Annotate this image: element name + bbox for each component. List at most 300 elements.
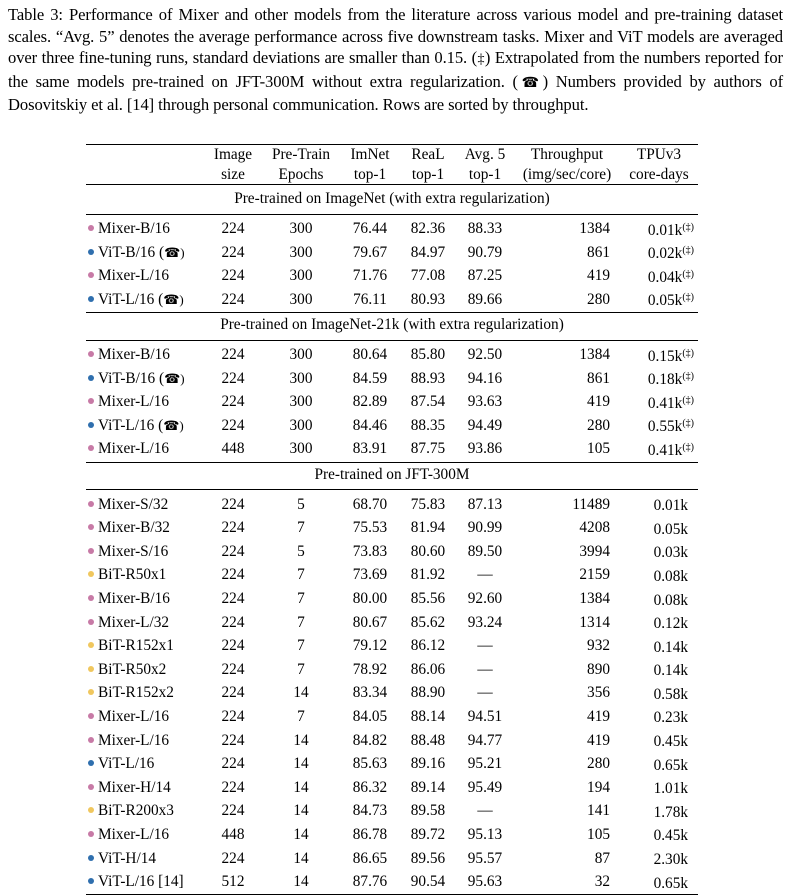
tpu-value: 1.78k <box>653 803 688 821</box>
model-name-cell <box>86 414 204 438</box>
model-name-cell <box>86 823 204 847</box>
table-row <box>86 705 698 729</box>
tpu-cell <box>620 753 698 777</box>
real-cell: 80.93 <box>410 290 446 308</box>
model-name: Mixer-B/16 <box>98 590 170 607</box>
size-cell: 224 <box>221 660 245 678</box>
vit-dot-icon <box>88 760 94 766</box>
section-title: Pre-trained on JFT-300M <box>86 462 698 490</box>
bit-dot-icon <box>88 642 94 648</box>
size-cell: 224 <box>221 566 245 584</box>
epochs-cell: 300 <box>289 346 313 364</box>
table-row <box>86 493 698 517</box>
size-cell: 224 <box>221 495 245 513</box>
model-name: ViT-H/14 <box>98 849 157 867</box>
epochs-cell: 14 <box>293 731 309 749</box>
header-tpu-2: core-days <box>629 165 689 183</box>
model-name-cell <box>86 871 204 895</box>
header-model-2 <box>86 165 204 185</box>
table-row <box>86 588 698 612</box>
tpu-cell <box>620 218 698 242</box>
dagger-symbol: ‡ <box>477 52 485 68</box>
size-cell: 224 <box>221 393 245 411</box>
table-row <box>86 753 698 777</box>
tpu-cell <box>620 265 698 289</box>
epochs-cell: 300 <box>289 243 313 261</box>
model-name-cell <box>86 344 204 368</box>
size-cell: 224 <box>221 613 245 631</box>
header-size-2: size <box>221 165 245 183</box>
avg-cell: 87.13 <box>467 495 503 513</box>
avg-cell: — <box>477 566 493 584</box>
table-row <box>86 218 698 242</box>
tpu-cell <box>620 658 698 682</box>
real-cell: 87.54 <box>410 393 446 411</box>
dagger-marker: (‡) <box>682 268 694 280</box>
real-cell: 90.54 <box>410 873 446 891</box>
header-imnet-2: top-1 <box>353 165 387 183</box>
vit-dot-icon <box>88 422 94 428</box>
model-name: ViT-L/16 ( <box>98 290 164 308</box>
mixer-dot-icon <box>88 501 94 507</box>
imnet-cell: 85.63 <box>352 755 388 773</box>
tpu-cell <box>620 705 698 729</box>
imnet-cell: 75.53 <box>352 519 388 537</box>
caption-text-1: Performance of Mixer and other models from the literature across various model and pre-training dataset scales. “Avg. 5” denotes the average performance across five downstream tasks. Mixer and ViT models are averaged over three fine-tuning runs, standard deviations are smaller than 0.15. ( <box>8 5 783 68</box>
size-cell: 448 <box>221 825 245 843</box>
dagger-marker: (‡) <box>682 221 694 233</box>
tpu-value: 0.65k <box>653 874 688 892</box>
tpu-value: 0.58k <box>653 685 688 703</box>
avg-cell: 95.49 <box>467 778 503 796</box>
thr-cell: 32 <box>594 873 610 891</box>
header-epochs-2: Epochs <box>278 165 324 183</box>
thr-cell: 861 <box>587 243 610 261</box>
epochs-cell: 300 <box>289 369 313 387</box>
model-name: ViT-L/16 ( <box>98 416 164 434</box>
thr-cell: 105 <box>587 440 610 458</box>
real-cell: 80.60 <box>410 542 446 560</box>
epochs-cell: 14 <box>293 873 309 891</box>
size-cell: 224 <box>221 416 245 434</box>
avg-cell: 88.33 <box>467 220 503 238</box>
epochs-cell: 300 <box>289 393 313 411</box>
dagger-marker: (‡) <box>682 441 694 453</box>
epochs-cell: 14 <box>293 684 309 702</box>
table-row <box>86 847 698 871</box>
avg-cell: — <box>477 637 493 655</box>
mixer-dot-icon <box>88 272 94 278</box>
tpu-cell <box>620 540 698 564</box>
bit-dot-icon <box>88 689 94 695</box>
tpu-value: 0.04k <box>647 268 683 286</box>
avg-cell: 95.13 <box>467 825 503 843</box>
tpu-value: 0.41k <box>647 441 683 459</box>
table-row <box>86 611 698 635</box>
thr-cell: 280 <box>587 416 610 434</box>
size-cell: 224 <box>221 849 245 867</box>
phone-icon: ☎) <box>164 244 185 260</box>
table-row <box>86 517 698 541</box>
model-name-cell <box>86 588 204 612</box>
model-name-cell <box>86 753 204 777</box>
imnet-cell: 82.89 <box>352 393 388 411</box>
avg-cell: 87.25 <box>467 267 503 285</box>
imnet-cell: 79.12 <box>352 637 388 655</box>
thr-cell: 11489 <box>572 495 610 513</box>
model-name: Mixer-L/16 <box>98 267 170 285</box>
size-cell: 224 <box>221 267 245 285</box>
tpu-value: 0.05k <box>647 292 683 310</box>
header-avg-2: top-1 <box>468 165 502 183</box>
tpu-value: 0.18k <box>647 371 683 389</box>
real-cell: 88.93 <box>410 369 446 387</box>
avg-cell: 95.57 <box>467 849 503 867</box>
thr-cell: 1314 <box>579 613 610 631</box>
epochs-cell: 5 <box>297 495 305 513</box>
tpu-cell <box>620 682 698 706</box>
mixer-dot-icon <box>88 737 94 743</box>
imnet-cell: 71.76 <box>352 267 388 285</box>
caption-text-2: ) Extrapolated from the numbers reported for the same models pre-trained on JFT-300M without extra regularization. ( <box>8 48 783 91</box>
real-cell: 89.72 <box>410 825 446 843</box>
avg-cell: 90.99 <box>467 519 503 537</box>
header-epochs-1: Pre-Train <box>271 146 331 163</box>
epochs-cell: 300 <box>289 290 313 308</box>
mixer-dot-icon <box>88 831 94 837</box>
tpu-value: 0.01k <box>653 497 688 515</box>
real-cell: 88.14 <box>410 707 446 725</box>
phone-icon: ☎) <box>164 370 185 386</box>
mixer-dot-icon <box>88 524 94 530</box>
imnet-cell: 80.64 <box>352 346 388 364</box>
phone-icon: ☎ <box>517 75 543 91</box>
real-cell: 89.14 <box>410 778 446 796</box>
mixer-dot-icon <box>88 713 94 719</box>
tpu-value: 0.23k <box>653 709 688 727</box>
model-name: BiT-R200x3 <box>98 802 174 820</box>
real-cell: 88.48 <box>410 731 446 749</box>
mixer-dot-icon <box>88 225 94 231</box>
epochs-cell: 300 <box>289 220 313 238</box>
real-cell: 89.58 <box>410 802 446 820</box>
tpu-cell <box>620 564 698 588</box>
model-name-cell <box>86 241 204 265</box>
thr-cell: 4208 <box>579 519 610 537</box>
mixer-dot-icon <box>88 548 94 554</box>
imnet-cell: 76.11 <box>353 290 387 308</box>
thr-cell: 105 <box>587 825 610 843</box>
mixer-dot-icon <box>88 398 94 404</box>
table-row <box>86 288 698 312</box>
thr-cell: 87 <box>594 849 610 867</box>
tpu-cell <box>620 288 698 312</box>
epochs-cell: 5 <box>297 542 305 560</box>
thr-cell: 419 <box>587 393 610 411</box>
real-cell: 88.35 <box>410 416 446 434</box>
header-throughput-2: (img/sec/core) <box>522 165 612 183</box>
size-cell: 224 <box>221 519 245 537</box>
real-cell: 89.56 <box>410 849 446 867</box>
size-cell: 224 <box>221 369 245 387</box>
tpu-value: 0.65k <box>653 756 688 774</box>
tpu-value: 0.14k <box>653 638 688 656</box>
epochs-cell: 14 <box>293 755 309 773</box>
table-body <box>86 185 698 895</box>
tpu-value: 0.15k <box>647 347 683 365</box>
avg-cell: 89.66 <box>467 290 503 308</box>
dagger-marker: (‡) <box>682 394 694 406</box>
avg-cell: 94.16 <box>467 369 503 387</box>
results-table <box>86 144 698 895</box>
thr-cell: 890 <box>587 660 610 678</box>
tpu-value: 0.41k <box>647 394 683 412</box>
size-cell: 224 <box>221 755 245 773</box>
imnet-cell: 84.05 <box>352 707 388 725</box>
model-name: Mixer-L/16 <box>98 731 170 749</box>
thr-cell: 861 <box>587 369 610 387</box>
real-cell: 89.16 <box>410 755 446 773</box>
tpu-value: 0.12k <box>653 615 688 633</box>
model-name: Mixer-B/32 <box>98 519 170 537</box>
model-name: BiT-R50x2 <box>98 660 167 678</box>
imnet-cell: 87.76 <box>352 873 388 891</box>
vit-dot-icon <box>88 855 94 861</box>
model-name: BiT-R152x2 <box>98 684 174 702</box>
table-row <box>86 564 698 588</box>
thr-cell: 356 <box>587 684 610 702</box>
imnet-cell: 86.32 <box>352 778 388 796</box>
tpu-value: 0.45k <box>653 827 688 845</box>
thr-cell: 419 <box>587 707 610 725</box>
model-name-cell <box>86 635 204 659</box>
tpu-cell <box>620 776 698 800</box>
real-cell: 84.97 <box>410 243 446 261</box>
section-title: Pre-trained on ImageNet (with extra regularization) <box>86 185 698 215</box>
model-name-cell <box>86 218 204 242</box>
size-cell: 448 <box>221 440 245 458</box>
dagger-marker: (‡) <box>682 347 694 359</box>
tpu-value: 0.45k <box>653 733 688 751</box>
tpu-value: 0.02k <box>647 245 683 263</box>
tpu-cell <box>620 847 698 871</box>
header-row-1 <box>86 145 698 165</box>
size-cell: 224 <box>221 684 245 702</box>
tpu-value: 0.14k <box>653 662 688 680</box>
epochs-cell: 7 <box>297 660 305 678</box>
model-name-cell <box>86 288 204 312</box>
tpu-cell <box>620 391 698 415</box>
size-cell: 224 <box>221 590 245 607</box>
imnet-cell: 84.46 <box>352 416 388 434</box>
model-name: ViT-B/16 ( <box>98 243 165 261</box>
section-header <box>86 185 698 215</box>
thr-cell: 932 <box>587 637 610 655</box>
thr-cell: 3994 <box>579 542 610 560</box>
thr-cell: 280 <box>587 290 610 308</box>
header-throughput-1: Throughput <box>530 146 604 163</box>
dagger-marker: (‡) <box>682 418 694 430</box>
table-row <box>86 776 698 800</box>
table-row <box>86 540 698 564</box>
avg-cell: 90.79 <box>467 243 503 261</box>
imnet-cell: 76.44 <box>352 220 388 238</box>
tpu-cell <box>620 871 698 895</box>
epochs-cell: 300 <box>289 440 313 458</box>
model-name-cell <box>86 705 204 729</box>
model-name: BiT-R152x1 <box>98 637 174 655</box>
model-name: ViT-L/16 [14] <box>98 873 184 891</box>
size-cell: 224 <box>221 707 245 725</box>
avg-cell: 93.86 <box>467 440 503 458</box>
model-name-cell <box>86 517 204 541</box>
phone-icon: ☎) <box>163 417 184 433</box>
model-name: Mixer-S/16 <box>98 542 169 560</box>
tpu-value: 2.30k <box>653 851 688 869</box>
avg-cell: 92.60 <box>467 590 503 607</box>
size-cell: 224 <box>221 802 245 820</box>
mixer-dot-icon <box>88 784 94 790</box>
vit-dot-icon <box>88 296 94 302</box>
model-name-cell <box>86 682 204 706</box>
model-name: ViT-L/16 <box>98 755 155 773</box>
epochs-cell: 14 <box>293 825 309 843</box>
avg-cell: — <box>477 660 493 678</box>
tpu-cell <box>620 414 698 438</box>
imnet-cell: 86.78 <box>352 825 388 843</box>
epochs-cell: 7 <box>297 566 305 584</box>
model-name-cell <box>86 265 204 289</box>
model-name: Mixer-L/16 <box>98 707 170 725</box>
epochs-cell: 14 <box>293 802 309 820</box>
section-header <box>86 462 698 490</box>
thr-cell: 280 <box>587 755 610 773</box>
imnet-cell: 73.69 <box>352 566 388 584</box>
model-name: ViT-B/16 ( <box>98 369 165 387</box>
model-name: Mixer-H/14 <box>98 778 171 796</box>
epochs-cell: 14 <box>293 778 309 796</box>
tpu-cell <box>620 344 698 368</box>
epochs-cell: 7 <box>297 637 305 655</box>
mixer-dot-icon <box>88 445 94 451</box>
avg-cell: 93.63 <box>467 393 503 411</box>
dagger-marker: (‡) <box>682 292 694 304</box>
table-row <box>86 658 698 682</box>
imnet-cell: 78.92 <box>352 660 388 678</box>
model-name-cell <box>86 391 204 415</box>
epochs-cell: 300 <box>289 267 313 285</box>
mixer-dot-icon <box>88 619 94 625</box>
caption-text-3: ) Numbers provided by authors of Dosovitskiy et al. [14] through personal communication. Rows are sorted by throughput. <box>8 71 784 115</box>
vit-dot-icon <box>88 375 94 381</box>
size-cell: 224 <box>221 220 245 238</box>
table-row <box>86 823 698 847</box>
bit-dot-icon <box>88 666 94 672</box>
header-real-2: top-1 <box>411 165 445 183</box>
table-row <box>86 265 698 289</box>
model-name-cell <box>86 367 204 391</box>
tpu-cell <box>620 729 698 753</box>
size-cell: 512 <box>221 873 245 891</box>
table-row <box>86 438 698 462</box>
thr-cell: 194 <box>587 778 610 796</box>
vit-dot-icon <box>88 878 94 884</box>
table-row <box>86 241 698 265</box>
real-cell: 87.75 <box>410 440 446 458</box>
imnet-cell: 80.67 <box>352 613 388 631</box>
imnet-cell: 80.00 <box>352 590 388 607</box>
model-name-cell <box>86 729 204 753</box>
tpu-cell <box>620 438 698 462</box>
real-cell: 85.80 <box>410 346 446 364</box>
imnet-cell: 84.59 <box>352 369 388 387</box>
header-imnet-1: ImNet <box>350 146 390 163</box>
thr-cell: 2159 <box>579 566 610 584</box>
model-name: Mixer-L/16 <box>98 825 170 843</box>
section-title: Pre-trained on ImageNet-21k (with extra regularization) <box>86 312 698 340</box>
real-cell: 75.83 <box>410 495 446 513</box>
imnet-cell: 84.82 <box>352 731 388 749</box>
model-name: Mixer-L/16 <box>98 393 170 411</box>
header-real-1: ReaL <box>411 146 445 163</box>
real-cell: 85.56 <box>410 590 446 607</box>
table-row <box>86 729 698 753</box>
tpu-cell <box>620 493 698 517</box>
header-avg-1: Avg. 5 <box>464 146 506 163</box>
tpu-value: 0.08k <box>653 567 688 585</box>
size-cell: 224 <box>221 290 245 308</box>
avg-cell: 94.77 <box>467 731 503 749</box>
real-cell: 86.12 <box>410 637 446 655</box>
size-cell: 224 <box>221 243 245 261</box>
real-cell: 88.90 <box>410 684 446 702</box>
model-name-cell <box>86 658 204 682</box>
thr-cell: 1384 <box>579 220 610 238</box>
imnet-cell: 83.91 <box>352 440 388 458</box>
real-cell: 81.94 <box>410 519 446 537</box>
tpu-cell <box>620 517 698 541</box>
model-name-cell <box>86 611 204 635</box>
avg-cell: 94.49 <box>467 416 503 434</box>
tpu-value: 0.01k <box>647 221 683 239</box>
model-name: Mixer-B/16 <box>98 220 170 238</box>
tpu-value: 0.08k <box>653 591 688 609</box>
table-caption <box>8 4 783 116</box>
phone-icon: ☎) <box>163 291 184 307</box>
avg-cell: 89.50 <box>467 542 503 560</box>
table-row <box>86 391 698 415</box>
epochs-cell: 7 <box>297 519 305 537</box>
header-row-2 <box>86 165 698 185</box>
size-cell: 224 <box>221 346 245 364</box>
model-name: Mixer-L/32 <box>98 613 170 631</box>
thr-cell: 419 <box>587 267 610 285</box>
section-header <box>86 312 698 340</box>
thr-cell: 419 <box>587 731 610 749</box>
table-row <box>86 367 698 391</box>
model-name-cell <box>86 776 204 800</box>
imnet-cell: 84.73 <box>352 802 388 820</box>
model-name-cell <box>86 493 204 517</box>
model-name-cell <box>86 540 204 564</box>
avg-cell: 92.50 <box>467 346 503 364</box>
real-cell: 86.06 <box>410 660 446 678</box>
size-cell: 224 <box>221 542 245 560</box>
model-name-cell <box>86 564 204 588</box>
tpu-value: 1.01k <box>653 780 688 798</box>
model-name: BiT-R50x1 <box>98 566 167 584</box>
bit-dot-icon <box>88 571 94 577</box>
